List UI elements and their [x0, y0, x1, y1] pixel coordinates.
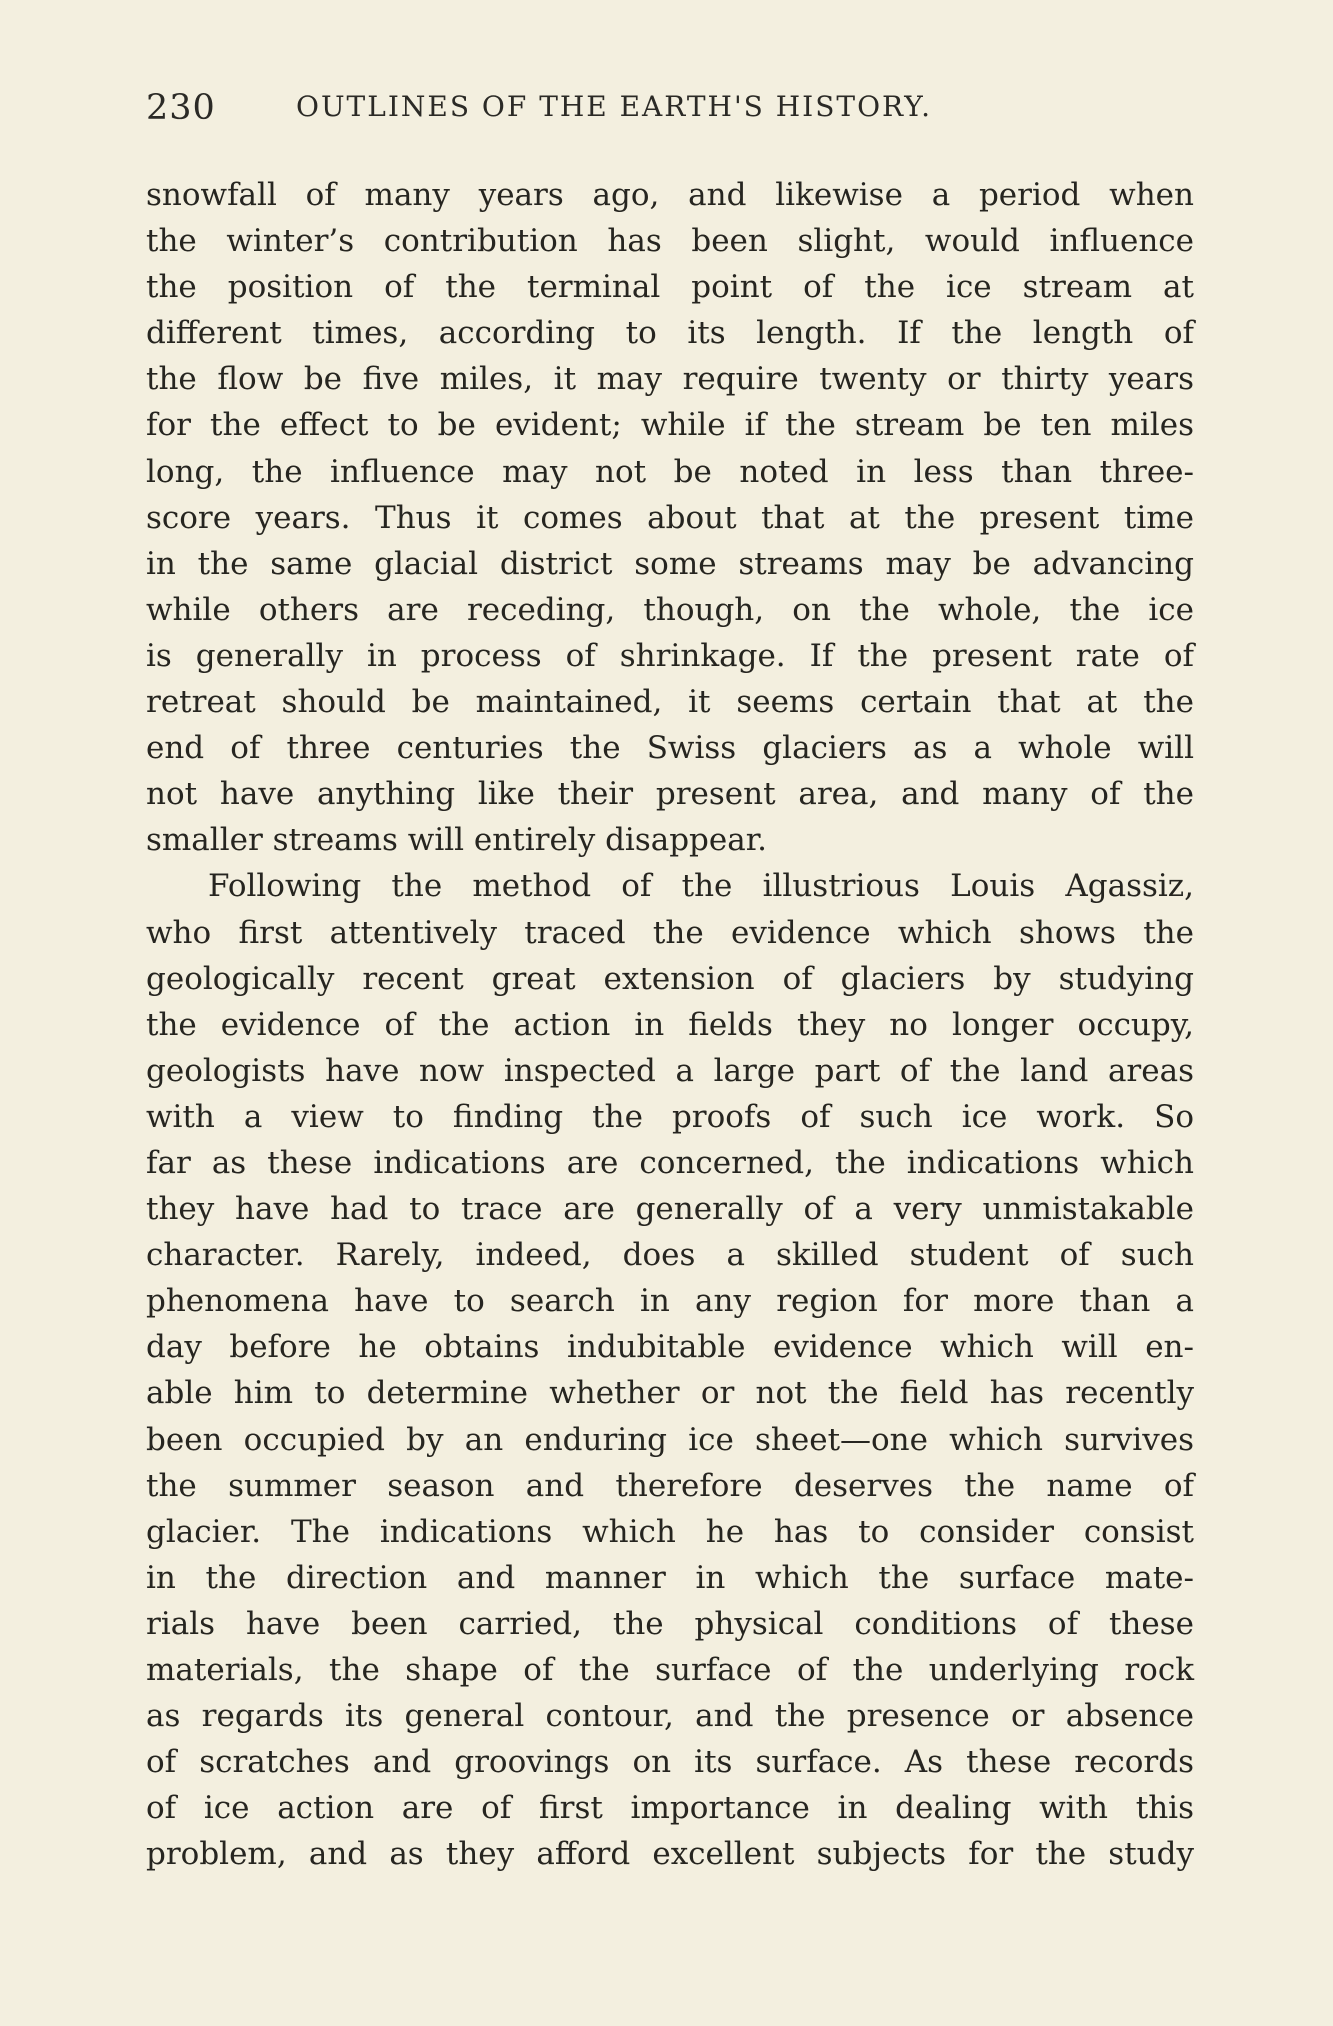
text-line: as regards its general contour, and the presence or absence	[146, 1698, 1194, 1735]
text-line: in the direction and manner in which the surface mate-	[146, 1559, 1194, 1596]
text-line: problem, and as they afford excellent subjects for the study	[146, 1836, 1194, 1873]
text-line: smaller streams will entirely disappear.	[146, 822, 767, 859]
text-line: able him to determine whether or not the field has recently	[146, 1375, 1194, 1412]
text-line: with a view to finding the proofs of such ice work. So	[146, 1098, 1194, 1135]
body-text	[146, 172, 1194, 1877]
text-line: for the effect to be evident; while if the stream be ten miles	[146, 407, 1194, 444]
text-line: phenomena have to search in any region for more than a	[146, 1283, 1194, 1320]
text-line: of ice action are of first importance in dealing with this	[146, 1790, 1194, 1827]
text-line: in the same glacial district some streams may be advancing	[146, 545, 1194, 582]
page-number: 230	[146, 88, 216, 128]
text-line: the summer season and therefore deserves the name of	[146, 1467, 1194, 1504]
text-line: geologists have now inspected a large part of the land areas	[146, 1052, 1194, 1089]
text-line: the winter’s contribution has been slight, would influence	[146, 223, 1194, 260]
text-line: far as these indications are concerned, the indications which	[146, 1144, 1194, 1181]
text-line: end of three centuries the Swiss glaciers as a whole will	[146, 730, 1194, 767]
text-line: been occupied by an enduring ice sheet—one which survives	[146, 1421, 1194, 1458]
text-line: rials have been carried, the physical conditions of these	[146, 1605, 1194, 1642]
text-line: is generally in process of shrinkage. If the present rate of	[146, 637, 1194, 674]
text-line: the position of the terminal point of the ice stream at	[146, 269, 1194, 306]
text-line: they have had to trace are generally of a very unmistakable	[146, 1191, 1194, 1228]
text-line: score years. Thus it comes about that at the present time	[146, 499, 1194, 536]
text-line: different times, according to its length. If the length of	[146, 315, 1194, 352]
text-line: glacier. The indications which he has to consider consist	[146, 1513, 1194, 1550]
text-line: long, the influence may not be noted in less than three-	[146, 453, 1194, 490]
paragraph-start-line: Following the method of the illustrious Louis Agassiz,	[208, 868, 1194, 905]
text-line: the flow be five miles, it may require twenty or thirty years	[146, 361, 1194, 398]
page-header	[146, 84, 1066, 134]
text-line: not have anything like their present area, and many of the	[146, 776, 1194, 813]
text-line: of scratches and groovings on its surface. As these records	[146, 1744, 1194, 1781]
text-line: geologically recent great extension of glaciers by studying	[146, 960, 1194, 997]
text-line: the evidence of the action in fields they no longer occupy,	[146, 1006, 1194, 1043]
text-line: while others are receding, though, on the whole, the ice	[146, 591, 1194, 628]
text-line: snowfall of many years ago, and likewise a period when	[146, 177, 1194, 213]
text-line: retreat should be maintained, it seems certain that at the	[146, 684, 1194, 721]
running-head: OUTLINES OF THE EARTH'S HISTORY.	[296, 90, 933, 123]
text-line: character. Rarely, indeed, does a skilled student of such	[146, 1237, 1194, 1274]
text-line: day before he obtains indubitable evidence which will en-	[146, 1329, 1194, 1366]
text-line: materials, the shape of the surface of the underlying rock	[146, 1652, 1194, 1688]
text-line: who first attentively traced the evidence which shows the	[146, 914, 1194, 951]
